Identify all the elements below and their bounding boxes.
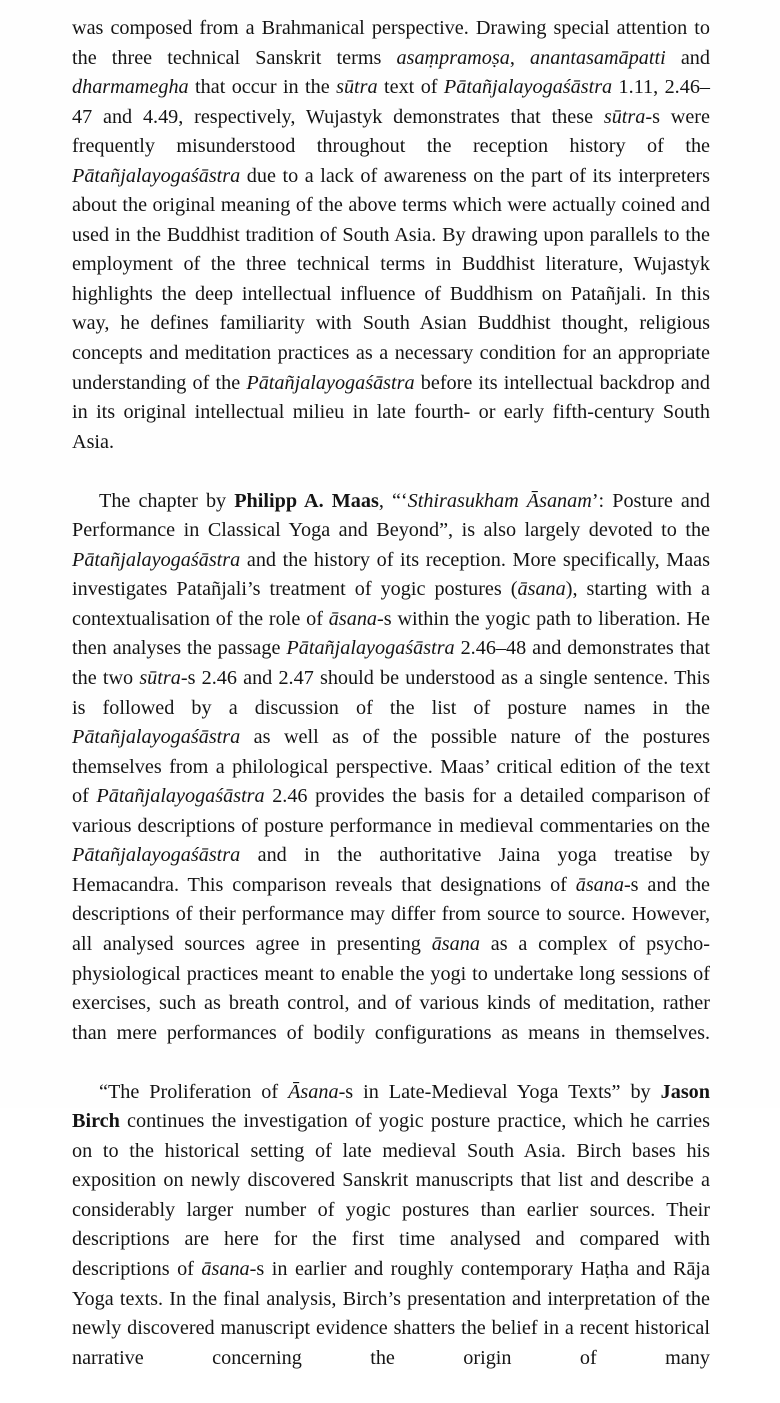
italic-term: Pātañjalayogaśāstra bbox=[72, 844, 241, 867]
italic-term: āsana bbox=[431, 932, 480, 955]
text-run: and in the authoritative Jaina yoga treatise by Hemacandra. This comparison reveals that designations of bbox=[72, 844, 710, 896]
text-run: “The Proliferation of bbox=[99, 1080, 289, 1103]
italic-term: Pātañjalayogaśāstra bbox=[72, 548, 241, 571]
text-run: -s and the descriptions of their performance may differ from source to source. However, all analysed sources agree in presenting bbox=[72, 873, 710, 955]
italic-term: Pātañjalayogaśāstra bbox=[72, 726, 241, 749]
italic-term: sūtra bbox=[603, 105, 646, 128]
italic-term: āsana bbox=[201, 1257, 250, 1280]
italic-term: āsana bbox=[328, 607, 378, 630]
italic-term: dharmamegha bbox=[72, 76, 189, 99]
paragraph bbox=[72, 487, 710, 1078]
author-name: Philipp A. Maas bbox=[234, 489, 379, 512]
text-run: as a complex of psycho-physiological practices meant to enable the yogi to undertake long sessions of exercises, such as breath control, and of various kinds of meditation, rather than mere performances of bodily configurations as means in themselves. bbox=[72, 932, 710, 1044]
text-run: 1.11, 2.46–47 and 4.49, respectively, Wujastyk demonstrates that these bbox=[72, 76, 711, 128]
text-run: 2.46 provides the basis for a detailed comparison of various descriptions of posture performance in medieval commentaries on the bbox=[72, 785, 710, 837]
author-name: Jason Birch bbox=[72, 1080, 710, 1133]
text-run: and bbox=[665, 46, 710, 69]
text-run: , “‘ bbox=[378, 489, 408, 512]
italic-term: Pātañjalayogaśāstra bbox=[443, 76, 613, 99]
text-run: as well as of the possible nature of the postures themselves from a philological perspective. Maas’ critical edition of the text of bbox=[72, 726, 710, 808]
italic-term: sūtra bbox=[336, 76, 378, 99]
text-run: -s in earlier and roughly contemporary Haṭha and Rāja Yoga texts. In the final analysis, Birch’s presentation and interpretation of the newly discovered manuscript evidence shatters the belief in a recent historical narrative concerning the origin of many bbox=[72, 1257, 710, 1369]
italic-term: Pātañjalayogaśāstra bbox=[246, 371, 415, 394]
italic-term: anantasamāpatti bbox=[530, 46, 666, 69]
text-run: that occur in the bbox=[188, 76, 337, 99]
text-run: 2.46–48 and demonstrates that the two bbox=[72, 637, 710, 690]
italic-term: Pātañjalayogaśāstra bbox=[286, 637, 455, 660]
text-run: text of bbox=[377, 76, 444, 99]
text-column bbox=[72, 14, 710, 1403]
italic-term: Pātañjalayogaśāstra bbox=[96, 785, 265, 808]
text-run: due to a lack of awareness on the part of its interpreters about the original meaning of the above terms which were actually coined and used in the Buddhist tradition of South Asia. By drawing upon parallels to the employment of the three technical terms in Buddhist literature, Wujastyk highlights the deep intellectual influence of Buddhism on Patañjali. In this way, he defines familiarity with South Asian Buddhist thought, religious concepts and meditation practices as a necessary condition for an appropriate understanding of the bbox=[72, 164, 710, 394]
italic-term: Pātañjalayogaśāstra bbox=[72, 164, 241, 187]
text-run: ’: Posture and Performance in Classical Yoga and Beyond”, is also largely devoted to the bbox=[72, 489, 711, 542]
text-run: The chapter by bbox=[99, 489, 235, 512]
text-run: was composed from a Brahmanical perspective. Drawing special attention to the three technical Sanskrit terms bbox=[72, 17, 710, 69]
text-run: -s were frequently misunderstood throughout the reception history of the bbox=[72, 105, 710, 158]
text-run: -s in Late-Medieval Yoga Texts” by bbox=[338, 1080, 661, 1103]
text-run: -s 2.46 and 2.47 should be understood as a single sentence. This is followed by a discussion of the list of posture names in the bbox=[72, 667, 710, 719]
paragraph bbox=[72, 1078, 710, 1403]
italic-term: sūtra bbox=[139, 667, 181, 690]
text-run: continues the investigation of yogic posture practice, which he carries on to the historical setting of late medieval South Asia. Birch bases his exposition on newly discovered Sanskrit manuscripts that list and describe a considerably larger number of yogic postures than earlier sources. Their descriptions are here for the first time analysed and compared with descriptions of bbox=[72, 1110, 710, 1280]
text-run: -s within the yogic path to liberation. He then analyses the passage bbox=[72, 607, 710, 660]
text-run: ), starting with a contextualisation of the role of bbox=[72, 578, 710, 630]
text-run: , bbox=[509, 46, 530, 69]
italic-term: Āsana bbox=[288, 1080, 339, 1103]
text-run: and the history of its reception. More specifically, Maas investigates Patañjali’s treatment of yogic postures ( bbox=[72, 548, 710, 601]
italic-term: asaṃpramoṣa bbox=[396, 46, 510, 69]
text-run: before its intellectual backdrop and in its original intellectual milieu in late fourth- or early fifth-century South Asia. bbox=[72, 371, 710, 453]
italic-term: āsana bbox=[517, 578, 566, 601]
italic-term: Sthirasukham Āsanam bbox=[407, 489, 592, 512]
italic-term: āsana bbox=[575, 873, 624, 896]
paragraph bbox=[72, 14, 710, 487]
